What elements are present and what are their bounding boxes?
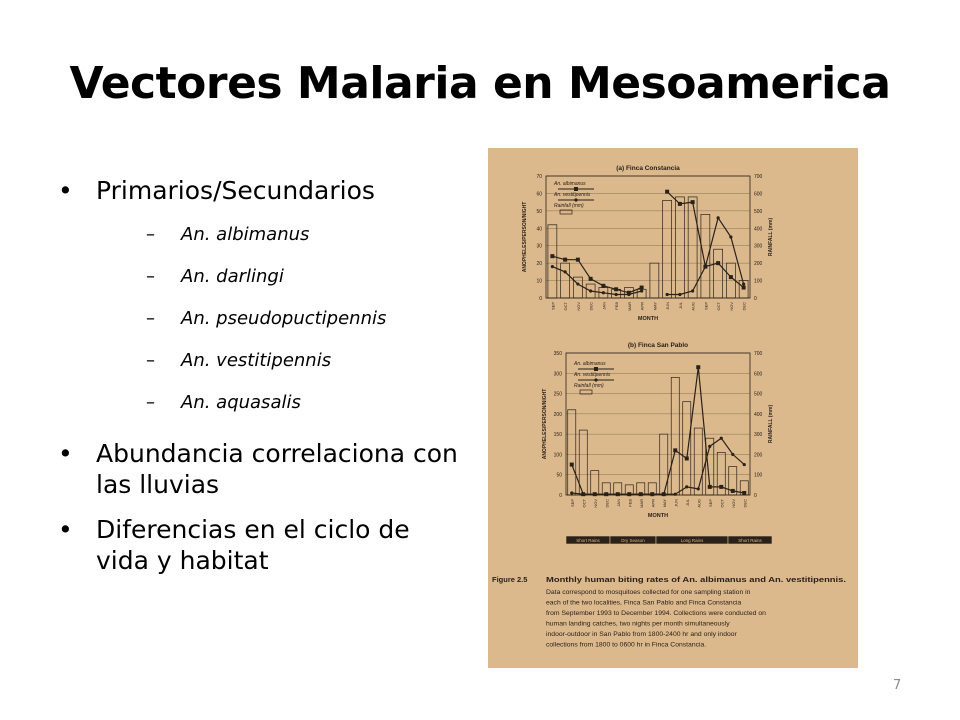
data-point: [717, 216, 720, 219]
season-label: Long Rains: [680, 538, 704, 543]
x-tick-label: NOV: [728, 302, 734, 311]
data-point: [685, 485, 688, 488]
y-axis-label: ANOPHELES/PERSON/NIGHT: [542, 388, 548, 460]
figure-photo: [488, 148, 858, 668]
series-line: [572, 438, 745, 494]
rainfall-bar: [683, 402, 691, 495]
rainfall-bar: [694, 428, 702, 495]
data-point: [742, 286, 746, 290]
data-point: [627, 293, 630, 296]
x-tick-label: SEP: [550, 302, 556, 311]
y-tick-label: 30: [536, 243, 542, 250]
y-tick-label: 300: [553, 371, 562, 378]
legend-marker: [574, 198, 577, 201]
slide-title: Vectores Malaria en Mesoamerica: [69, 58, 891, 109]
x-tick-label: MAY: [652, 302, 658, 311]
data-point: [666, 293, 669, 296]
rainfall-bar: [675, 197, 684, 298]
data-point: [742, 282, 745, 285]
rainfall-bar: [671, 377, 679, 495]
x-tick-label: DEC: [741, 302, 747, 311]
data-point: [731, 489, 735, 493]
data-point: [685, 456, 689, 460]
y2-tick-label: 0: [754, 493, 757, 499]
data-point: [563, 258, 567, 262]
x-tick-label: FEB: [614, 302, 620, 310]
x-tick-label: APR: [650, 499, 656, 508]
data-point: [570, 463, 574, 467]
data-point: [550, 254, 554, 258]
bullet-text: Primarios/Secundarios: [96, 176, 375, 205]
legend-marker: [594, 378, 597, 381]
caption-body-line: indoor-outdoor in San Pablo from 1800-2400 hr and only indoor: [546, 631, 737, 638]
data-point: [696, 365, 700, 369]
rainfall-bar: [688, 197, 697, 298]
x-tick-label: DEC: [742, 499, 748, 508]
y-tick-label: 100: [553, 452, 562, 459]
data-point: [731, 453, 734, 456]
legend-label: Rainfall (mm): [554, 203, 584, 209]
data-point: [602, 291, 605, 294]
season-label: Dry Season: [621, 538, 645, 543]
y-tick-label: 60: [536, 191, 542, 198]
x-tick-label: OCT: [719, 499, 725, 508]
x-tick-label: MAR: [626, 302, 632, 311]
y2-tick-label: 400: [754, 411, 763, 418]
y2-tick-label: 100: [754, 278, 763, 285]
y-tick-label: 0: [559, 493, 562, 499]
caption-body-line: collections from 1800 to 0600 hr in Finca Constancia.: [546, 641, 707, 649]
data-point: [729, 275, 733, 279]
data-point: [640, 286, 644, 290]
figure-svg: [488, 148, 858, 668]
data-point: [570, 491, 573, 494]
chart-title: (b) Finca San Pablo: [627, 342, 689, 349]
x-axis-label: MONTH: [647, 513, 669, 519]
bullet-item: [58, 438, 458, 500]
x-tick-label: JAN: [615, 499, 621, 507]
legend-swatch: [560, 210, 572, 214]
y2-tick-label: 400: [754, 226, 763, 233]
sub-bullet-item: – An. pseudopuctipennis: [146, 298, 458, 340]
x-tick-label: SEP: [703, 302, 709, 311]
bullet-text: Abundancia correlaciona con las lluvias: [96, 439, 458, 499]
x-tick-label: NOV: [730, 499, 736, 508]
data-point: [720, 437, 723, 440]
data-point: [615, 293, 618, 296]
x-tick-label: JAN: [601, 302, 607, 310]
x-tick-label: APR: [639, 302, 645, 311]
y-tick-label: 150: [553, 432, 562, 439]
rainfall-bar: [714, 249, 723, 298]
x-tick-label: JUL: [677, 302, 683, 310]
data-point: [716, 261, 720, 265]
data-point: [678, 202, 682, 206]
caption-body-line: from September 1993 to December 1994. Collections were conducted on: [546, 610, 766, 617]
data-point: [719, 485, 723, 489]
data-point: [640, 289, 643, 292]
bullet-item: [58, 514, 458, 576]
rainfall-bar: [568, 410, 576, 495]
caption-label: Figure 2.5: [492, 575, 528, 584]
y2-tick-label: 300: [754, 243, 763, 250]
data-point: [589, 289, 592, 292]
caption-body-line: human landing catches, two nights per month simultaneously: [546, 620, 730, 628]
y2-tick-label: 600: [754, 371, 763, 378]
data-point: [589, 277, 593, 281]
legend-label: An. vestitipennis: [554, 192, 591, 198]
x-tick-label: FEB: [627, 499, 633, 507]
data-point: [708, 485, 712, 489]
y-tick-label: 250: [553, 391, 562, 398]
data-point: [551, 265, 554, 268]
y2-tick-label: 700: [754, 174, 763, 180]
y2-tick-label: 600: [754, 191, 763, 198]
legend-label: An. vestitipennis: [574, 372, 611, 378]
series-line: [552, 218, 743, 295]
sub-bullet-item: – An. darlingi: [146, 256, 458, 298]
x-axis-label: MONTH: [637, 316, 659, 322]
data-point: [601, 284, 605, 288]
y-tick-label: 50: [536, 208, 542, 215]
y-tick-label: 350: [553, 351, 562, 357]
y2-axis-label: RAINFALL (mm): [768, 217, 774, 257]
data-point: [691, 289, 694, 292]
y-tick-label: 0: [539, 296, 542, 302]
caption-body-line: each of the two localities, Finca San Pablo and Finca Constancia: [546, 599, 742, 607]
data-point: [691, 200, 695, 204]
x-tick-label: AUG: [696, 499, 702, 508]
x-tick-label: MAR: [638, 499, 644, 508]
x-tick-label: DEC: [604, 499, 610, 508]
y2-tick-label: 200: [754, 452, 763, 459]
x-tick-label: SEP: [707, 499, 713, 508]
x-tick-label: DEC: [588, 302, 594, 311]
x-tick-label: OCT: [716, 302, 722, 311]
data-point: [665, 190, 669, 194]
y-tick-label: 20: [536, 261, 542, 268]
x-tick-label: JUN: [673, 499, 679, 507]
legend-label: An. albimanus: [554, 181, 586, 187]
bullet-item: [58, 175, 458, 424]
data-point: [729, 235, 732, 238]
sub-bullet-item: – An. aquasalis: [146, 382, 458, 424]
y2-tick-label: 0: [754, 296, 757, 302]
y2-axis-label: RAINFALL (mm): [768, 404, 774, 444]
y2-tick-label: 500: [754, 208, 763, 215]
y-tick-label: 50: [556, 472, 562, 479]
bullet-text: Diferencias en el ciclo de vida y habitat: [96, 515, 410, 575]
x-tick-label: JUN: [665, 302, 671, 310]
x-tick-label: MAY: [661, 499, 667, 508]
y2-tick-label: 100: [754, 472, 763, 479]
y-axis-label: ANOPHELES/PERSON/NIGHT: [522, 201, 528, 273]
legend-marker: [594, 367, 598, 371]
y-tick-label: 40: [536, 226, 542, 233]
page-number: 7: [893, 678, 902, 693]
x-tick-label: AUG: [690, 302, 696, 311]
data-point: [673, 448, 677, 452]
caption-body-line: Data correspond to mosquitoes collected for one sampling station in: [546, 589, 751, 596]
x-tick-label: SEP: [569, 499, 575, 508]
y2-tick-label: 200: [754, 261, 763, 268]
rainfall-bar: [573, 277, 582, 298]
data-point: [697, 487, 700, 490]
legend-marker: [574, 187, 578, 191]
legend-label: Rainfall (mm): [574, 383, 604, 389]
rainfall-bar: [663, 200, 672, 298]
bullet-list: [58, 175, 458, 576]
y2-tick-label: 300: [754, 432, 763, 439]
data-point: [743, 463, 746, 466]
legend-label: An. albimanus: [574, 361, 606, 367]
chart-title: (a) Finca Constancia: [616, 165, 680, 172]
data-point: [614, 287, 618, 291]
data-point: [704, 265, 707, 268]
x-tick-label: NOV: [575, 302, 581, 311]
caption-title: Monthly human biting rates of An. albimanus and An. vestitipennis.: [546, 575, 846, 584]
y-tick-label: 10: [536, 278, 542, 285]
data-point: [678, 293, 681, 296]
y2-tick-label: 500: [754, 391, 763, 398]
data-point: [708, 445, 711, 448]
rainfall-bar: [548, 225, 557, 298]
rainfall-bar: [591, 471, 599, 495]
y2-tick-label: 700: [754, 351, 763, 357]
x-tick-label: NOV: [592, 499, 598, 508]
y-tick-label: 70: [536, 174, 542, 180]
season-label: Short Rains: [576, 538, 600, 543]
y-tick-label: 200: [553, 411, 562, 418]
x-tick-label: OCT: [563, 302, 569, 311]
sub-bullet-list: [96, 214, 458, 424]
data-point: [576, 282, 579, 285]
data-point: [564, 270, 567, 273]
x-tick-label: JUL: [684, 499, 690, 507]
sub-bullet-item: – An. albimanus: [146, 214, 458, 256]
season-label: Short Rains: [738, 538, 762, 543]
data-point: [576, 258, 580, 262]
data-point: [742, 491, 746, 495]
sub-bullet-item: – An. vestitipennis: [146, 340, 458, 382]
x-tick-label: OCT: [581, 499, 587, 508]
